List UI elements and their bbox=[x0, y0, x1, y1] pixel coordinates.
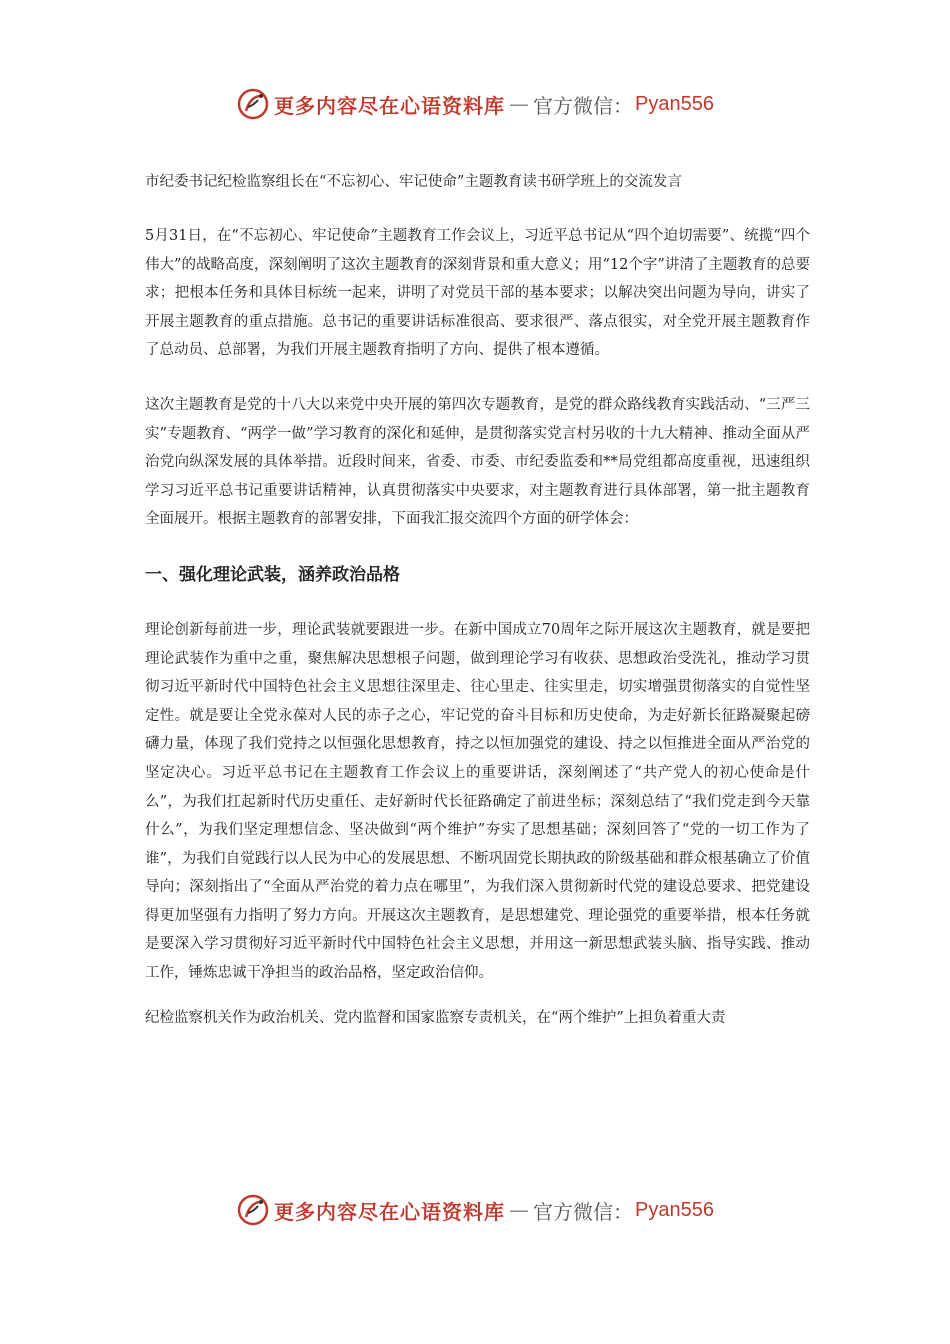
paragraph-intro: 5月31日，在“不忘初心、牢记使命”主题教育工作会议上，习近平总书记从“四个迫切需要”、统揽“四个伟大”的战略高度，深刻阐明了这次主题教育的深刻背景和重大意义；用“12个字”讲清了主题教育的总要求；把根本任务和具体目标统一起来，讲明了对党员干部的基本要求；以解决突出问题为导向，讲实了开展主题教育的重点措施。总书记的重要讲话标准很高、要求很严、落点很实，对全党开展主题教育作了总动员、总部署，为我们开展主题教育指明了方向、提供了根本遵循。 bbox=[145, 228, 810, 359]
banner-brand-text: 更多内容尽在心语资料库 bbox=[274, 93, 506, 118]
banner-brand-text: 更多内容尽在心语资料库 bbox=[274, 1199, 506, 1224]
header-banner bbox=[0, 84, 950, 124]
banner-wechat-label: 官方微信： bbox=[533, 1199, 634, 1224]
document-title: 市纪委书记纪检监察组长在“不忘初心、牢记使命”主题教育读书研学班上的交流发言 bbox=[145, 174, 682, 190]
footer-banner bbox=[0, 1190, 950, 1230]
banner-wechat-id: Pyan556 bbox=[635, 1198, 714, 1221]
banner-wechat-label: 官方微信： bbox=[533, 93, 634, 118]
brand-logo-icon bbox=[236, 87, 270, 121]
paragraph-section1-continued: 纪检监察机关作为政治机关、党内监督和国家监察专责机关，在“两个维护”上担负着重大责 bbox=[145, 1009, 726, 1026]
paragraph-section1-body: 理论创新每前进一步，理论武装就要跟进一步。在新中国成立70周年之际开展这次主题教育，就是要把理论武装作为重中之重，聚焦解决思想根子问题，做到理论学习有收获、思想政治受洗礼，推动学习贯彻习近平新时代中国特色社会主义思想往深里走、往心里走、往实里走，切实增强贯彻落实的自觉性坚定性。就是要让全党永葆对人民的赤子之心，牢记党的奋斗目标和历史使命，为走好新长征路凝聚起磅礴力量，体现了我们党持之以恒强化思想教育，持之以恒加强党的建设、持之以恒推进全面从严治党的坚定决心。习近平总书记在主题教育工作会议上的重要讲话，深刻阐述了“共产党人的初心使命是什么”，为我们扛起新时代历史重任、走好新时代长征路确定了前进坐标；深刻总结了“我们党走到今天靠什么”，为我们坚定理想信念、坚决做到“两个维护”夯实了思想基础；深刻回答了“党的一切工作为了谁”，为我们自觉践行以人民为中心的发展思想、不断巩固党长期执政的阶级基础和群众根基确立了价值导向；深刻指出了“全面从严治党的着力点在哪里”，为我们深入贯彻新时代党的建设总要求、把党建设得更加坚强有力指明了努力方向。开展这次主题教育，是思想建党、理论强党的重要举措，根本任务就是要深入学习贯彻好习近平新时代中国特色社会主义思想，并用这一新思想武装头脑、指导实践、推动工作，锤炼忠诚干净担当的政治品格，坚定政治信仰。 bbox=[145, 621, 810, 982]
banner-separator: — bbox=[509, 1198, 530, 1222]
section-heading: 一、强化理论武装，涵养政治品格 bbox=[145, 564, 400, 585]
document-body bbox=[145, 168, 810, 1058]
banner-wechat-id: Pyan556 bbox=[635, 92, 714, 115]
brand-logo-icon bbox=[236, 1193, 270, 1227]
banner-separator: — bbox=[509, 92, 530, 116]
paragraph-background: 这次主题教育是党的十八大以来党中央开展的第四次专题教育，是党的群众路线教育实践活动、“三严三实”专题教育、“两学一做”学习教育的深化和延伸，是贯彻落实党言村另收的十九大精神、推动全面从严治党向纵深发展的具体举措。近段时间来，省委、市委、市纪委监委和**局党组都高度重视，迅速组织学习习近平总书记重要讲话精神，认真贯彻落实中央要求，对主题教育进行具体部署，第一批主题教育全面展开。根据主题教育的部署安排，下面我汇报交流四个方面的研学体会： bbox=[145, 396, 810, 528]
